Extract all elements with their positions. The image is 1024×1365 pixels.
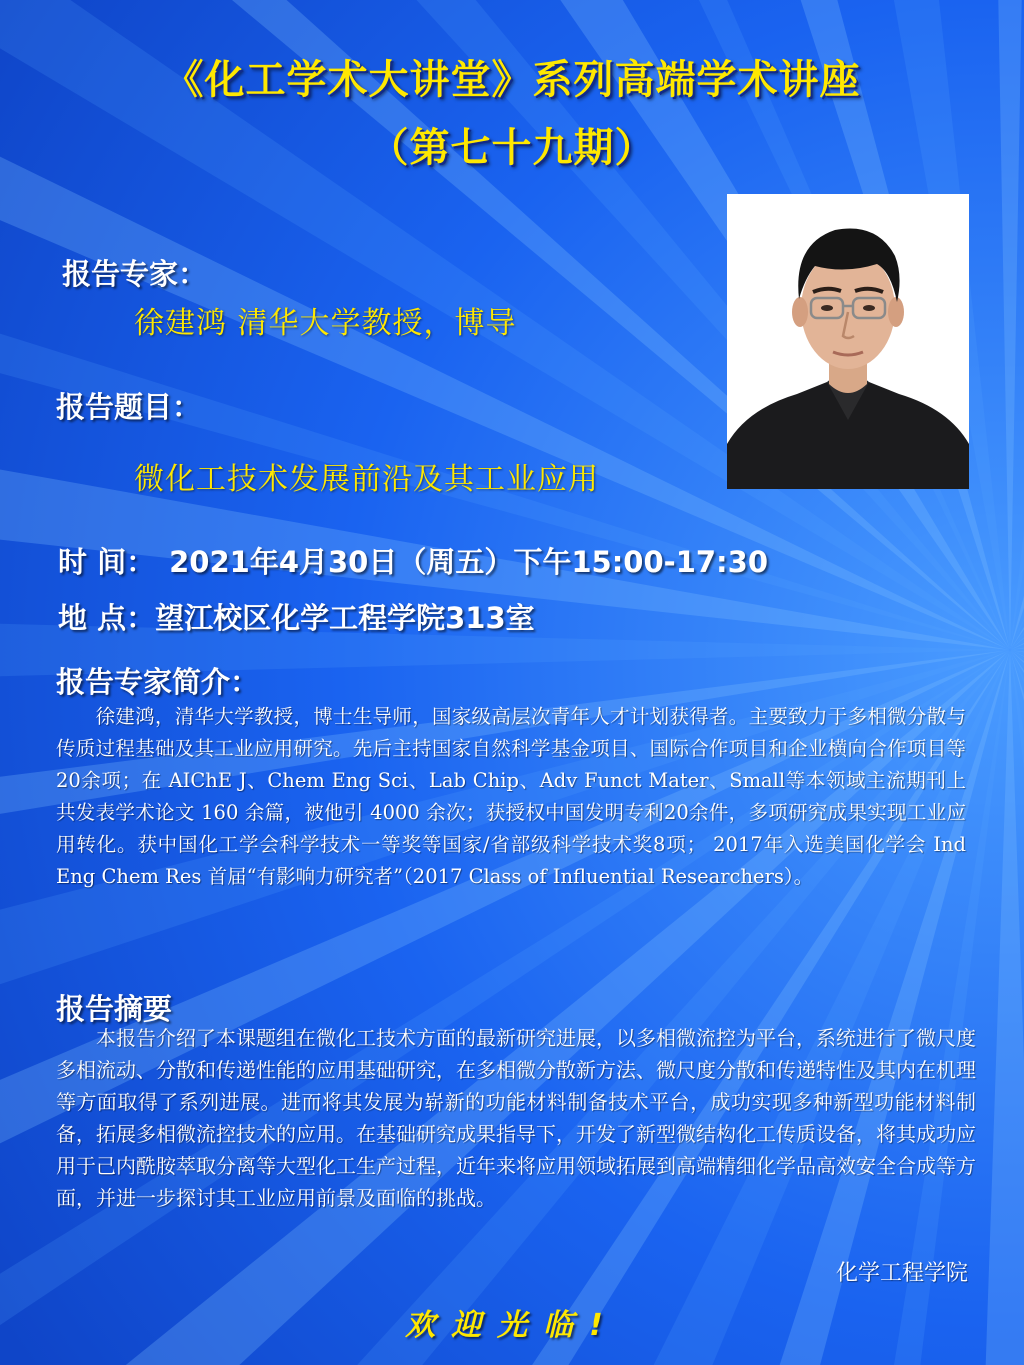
location-row bbox=[58, 596, 535, 637]
bio-paragraph: 徐建鸿，清华大学教授，博士生导师，国家级高层次青年人才计划获得者。主要致力于多相微分散与传质过程基础及其工业应用研究。先后主持国家自然科学基金项目、国际合作项目和企业横向合作项目等20余项；在 AIChE J、Chem Eng Sci、Lab Chip、Adv Funct Mater、Small等本领域主流期刊上共发表学术论文 160 余篇，被他引 4000 余次；获授权中国发明专利20余件，多项研究成果实现工业应用转化。获中国化工学会科学技术一等奖等国家/省部级科学技术奖8项； 2017年入选美国化学会 Ind Eng Chem Res 首届“有影响力研究者”（2017 Class of Influential Researchers）。 bbox=[56, 705, 966, 888]
time-value: 2021年4月30日（周五）下午15:00-17:30 bbox=[169, 545, 769, 579]
speaker-label: 报告专家： bbox=[62, 257, 208, 291]
speaker-name: 徐建鸿 清华大学教授，博导 bbox=[134, 306, 517, 341]
time-row bbox=[58, 540, 768, 581]
time-label: 时 间： bbox=[58, 545, 156, 579]
department-name: 化学工程学院 bbox=[835, 1261, 968, 1286]
issue-number: （第七十九期） bbox=[368, 125, 656, 171]
welcome-text: 欢迎光临! bbox=[405, 1308, 619, 1343]
abstract-heading: 报告摘要 bbox=[56, 992, 173, 1026]
location-label: 地 点： bbox=[58, 601, 156, 635]
location-value: 望江校区化学工程学院313室 bbox=[155, 601, 535, 635]
report-topic: 微化工技术发展前沿及其工业应用 bbox=[134, 462, 599, 497]
speaker-portrait-image bbox=[727, 194, 969, 489]
bio-heading: 报告专家简介： bbox=[56, 665, 260, 699]
poster-title: 《化工学术大讲堂》系列高端学术讲座 bbox=[163, 57, 861, 103]
speaker-photo bbox=[727, 194, 969, 489]
topic-label: 报告题目： bbox=[56, 390, 202, 424]
abstract-paragraph: 本报告介绍了本课题组在微化工技术方面的最新研究进展，以多相微流控为平台，系统进行了微尺度多相流动、分散和传递性能的应用基础研究，在多相微分散新方法、微尺度分散和传递特性及其内在机理等方面取得了系列进展。进而将其发展为崭新的功能材料制备技术平台，成功实现多种新型功能材料制备，拓展多相微流控技术的应用。在基础研究成果指导下，开发了新型微结构化工传质设备，将其成功应用于己内酰胺萃取分离等大型化工生产过程，近年来将应用领域拓展到高端精细化学品高效安全合成等方面，并进一步探讨其工业应用前景及面临的挑战。 bbox=[56, 1026, 976, 1210]
